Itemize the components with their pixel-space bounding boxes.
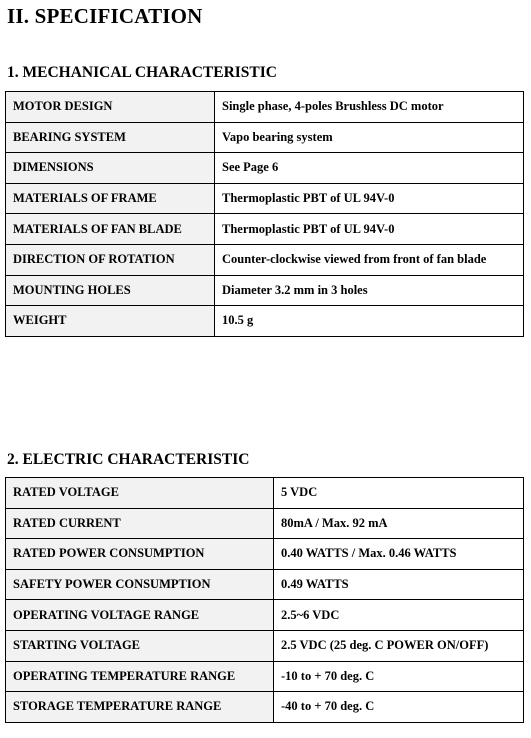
mechanical-characteristic-table — [5, 91, 524, 337]
spec-value: Diameter 3.2 mm in 3 holes — [215, 275, 524, 306]
spec-label: OPERATING TEMPERATURE RANGE — [6, 661, 274, 692]
spec-label: MATERIALS OF FRAME — [6, 183, 215, 214]
page-title: II. SPECIFICATION — [7, 4, 203, 28]
spec-value: 0.40 WATTS / Max. 0.46 WATTS — [274, 539, 524, 570]
spec-label: MATERIALS OF FAN BLADE — [6, 214, 215, 245]
spec-value: 2.5 VDC (25 deg. C POWER ON/OFF) — [274, 630, 524, 661]
table-row — [6, 478, 524, 509]
table-row — [6, 92, 524, 123]
mechanical-characteristic-heading: 1. MECHANICAL CHARACTERISTIC — [7, 64, 277, 81]
spec-value: -10 to + 70 deg. C — [274, 661, 524, 692]
spec-value: -40 to + 70 deg. C — [274, 692, 524, 723]
spec-label: STARTING VOLTAGE — [6, 630, 274, 661]
spec-value: Single phase, 4-poles Brushless DC motor — [215, 92, 524, 123]
table-row — [6, 153, 524, 184]
spec-label: SAFETY POWER CONSUMPTION — [6, 569, 274, 600]
spec-label: STORAGE TEMPERATURE RANGE — [6, 692, 274, 723]
spec-label: OPERATING VOLTAGE RANGE — [6, 600, 274, 631]
table-row — [6, 183, 524, 214]
spec-value: 10.5 g — [215, 306, 524, 337]
table-row — [6, 600, 524, 631]
spec-label: RATED POWER CONSUMPTION — [6, 539, 274, 570]
electric-characteristic-heading: 2. ELECTRIC CHARACTERISTIC — [7, 451, 250, 468]
table-row — [6, 661, 524, 692]
electric-characteristic-table — [5, 477, 524, 723]
spec-label: RATED VOLTAGE — [6, 478, 274, 509]
table-row — [6, 306, 524, 337]
spec-value: See Page 6 — [215, 153, 524, 184]
spec-label: DIMENSIONS — [6, 153, 215, 184]
spec-value: 0.49 WATTS — [274, 569, 524, 600]
table-row — [6, 275, 524, 306]
spec-value: 5 VDC — [274, 478, 524, 509]
table-row — [6, 569, 524, 600]
spec-value: 2.5~6 VDC — [274, 600, 524, 631]
spec-value: Vapo bearing system — [215, 122, 524, 153]
spec-label: DIRECTION OF ROTATION — [6, 244, 215, 275]
table-row — [6, 539, 524, 570]
table-row — [6, 630, 524, 661]
spec-value: 80mA / Max. 92 mA — [274, 508, 524, 539]
table-row — [6, 508, 524, 539]
spec-value: Counter-clockwise viewed from front of fan blade — [215, 244, 524, 275]
spec-value: Thermoplastic PBT of UL 94V-0 — [215, 183, 524, 214]
table-row — [6, 122, 524, 153]
table-row — [6, 244, 524, 275]
spec-value: Thermoplastic PBT of UL 94V-0 — [215, 214, 524, 245]
table-row — [6, 214, 524, 245]
spec-label: RATED CURRENT — [6, 508, 274, 539]
table-row — [6, 692, 524, 723]
spec-label: WEIGHT — [6, 306, 215, 337]
spec-label: MOUNTING HOLES — [6, 275, 215, 306]
spec-label: BEARING SYSTEM — [6, 122, 215, 153]
spec-label: MOTOR DESIGN — [6, 92, 215, 123]
